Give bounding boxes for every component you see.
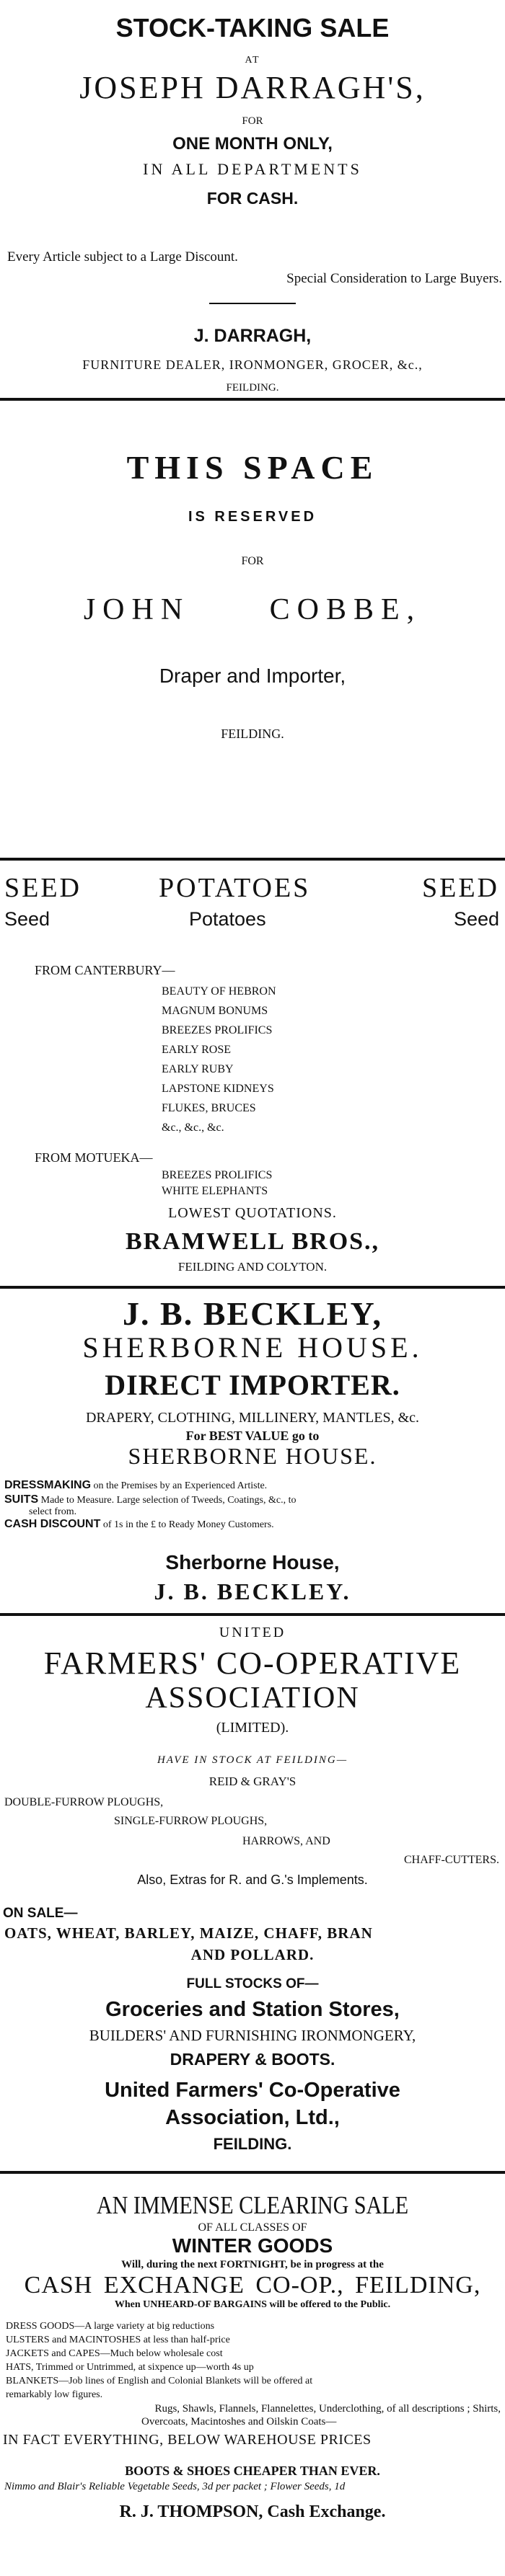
potatoes-head: POTATOES	[159, 873, 311, 903]
best-value-line: For BEST VALUE go to	[185, 1429, 320, 1443]
rugs-line-2: Overcoats, Macintoshes and Oilskin Coats—	[141, 2416, 337, 2428]
sale-items-list	[6, 2319, 504, 2402]
darragh-name: JOSEPH DARRAGH'S,	[79, 70, 426, 105]
column-rule	[0, 2171, 505, 2174]
dressmaking-line	[4, 1479, 267, 1492]
variety-item: BREEZES PROLIFICS	[162, 1169, 273, 1181]
sale-item: remarkably low figures.	[6, 2389, 103, 2400]
farmers-headline: FARMERS' CO-OPERATIVE	[43, 1645, 462, 1681]
harrows-line: HARROWS, AND	[242, 1835, 330, 1847]
for-label: FOR	[242, 115, 263, 127]
departments-line: IN ALL DEPARTMENTS	[143, 160, 362, 178]
for-label: FOR	[241, 555, 264, 567]
darragh-advert	[0, 0, 505, 425]
dressmaking-label: DRESSMAKING	[4, 1479, 92, 1491]
seed-right: SEED	[422, 873, 499, 903]
column-rule	[0, 398, 505, 401]
stock-taking-headline: STOCK-TAKING SALE	[115, 13, 390, 43]
discount-line: Every Article subject to a Large Discount.	[7, 249, 238, 265]
suits-text: Made to Measure. Large selection of Tweeds, Coatings, &c., to	[38, 1495, 297, 1506]
extras-line: Also, Extras for R. and G.'s Implements.	[137, 1873, 368, 1887]
cash-discount-label: CASH DISCOUNT	[4, 1518, 101, 1530]
variety-item: LAPSTONE KIDNEYS	[162, 1083, 274, 1095]
sale-item: HATS, Trimmed or Untrimmed, at sixpence up—worth 4s up	[6, 2362, 254, 2373]
beckley-sig-name: J. B. BECKLEY.	[154, 1578, 351, 1604]
variety-item: BEAUTY OF HEBRON	[162, 985, 276, 998]
goods-line: DRAPERY, CLOTHING, MILLINERY, MANTLES, &c.	[85, 1410, 420, 1426]
potatoes-sub: Potatoes	[189, 908, 266, 930]
town-line: FEILDING.	[221, 727, 284, 741]
cash-discount-text: of 1s in the £ to Ready Money Customers.	[100, 1519, 274, 1530]
seed-sub-left: Seed	[4, 908, 50, 930]
column-rule	[0, 1613, 505, 1616]
sale-item: DRESS GOODS—A large variety at big reductions	[6, 2321, 215, 2332]
limited-label: (LIMITED).	[216, 1720, 289, 1736]
single-furrow-line: SINGLE-FURROW PLOUGHS,	[114, 1815, 268, 1827]
thompson-signature: R. J. THOMPSON, Cash Exchange.	[119, 2502, 386, 2521]
cobbe-name: JOHN COBBE,	[83, 593, 422, 626]
variety-item: &c., &c., &c.	[162, 1122, 224, 1134]
cash-exchange-advert	[0, 2175, 505, 2576]
from-canterbury: FROM CANTERBURY—	[35, 963, 175, 977]
reid-gray-line: REID & GRAY'S	[208, 1775, 297, 1788]
town-line: FEILDING.	[226, 382, 279, 394]
grains-line: OATS, WHEAT, BARLEY, MAIZE, CHAFF, BRAN	[4, 1924, 373, 1942]
sherborne-house-2: SHERBORNE HOUSE.	[128, 1443, 377, 1469]
suits-line	[4, 1493, 296, 1506]
variety-item: WHITE ELEPHANTS	[162, 1185, 268, 1197]
during-line: Will, during the next FORTNIGHT, be in progress at the	[121, 2259, 384, 2270]
farmers-sig-2: Association, Ltd.,	[165, 2106, 340, 2129]
association-headline: ASSOCIATION	[145, 1682, 360, 1715]
suits-label: SUITS	[4, 1493, 39, 1506]
this-space-line: THIS SPACE	[126, 449, 379, 486]
motueka-varieties	[162, 1168, 272, 1199]
chaff-cutters-line: CHAFF-CUTTERS.	[403, 1854, 499, 1866]
beckley-sig-house: Sherborne House,	[165, 1551, 340, 1573]
boots-shoes-line: BOOTS & SHOES CHEAPER THAN EVER.	[125, 2464, 380, 2478]
trades-line: FURNITURE DEALER, IRONMONGER, GROCER, &c.,	[82, 357, 423, 372]
everything-line: IN FACT EVERYTHING, BELOW WAREHOUSE PRICES	[3, 2432, 372, 2448]
darragh-signature: J. DARRAGH,	[193, 326, 312, 346]
bramwell-advert	[0, 862, 505, 1280]
seed-left: SEED	[4, 873, 82, 903]
unheard-line: When UNHEARD-OF BARGAINS will be offered to the Public.	[114, 2299, 391, 2310]
sale-item: JACKETS and CAPES—Much below wholesale cost	[6, 2348, 223, 2359]
column-rule	[0, 858, 505, 861]
sherborne-house: SHERBORNE HOUSE.	[82, 1331, 423, 1364]
cash-exchange-name: CASH EXCHANGE CO-OP., FEILDING,	[24, 2272, 481, 2299]
sale-item: BLANKETS—Job lines of English and Colonial Blankets will be offered at	[6, 2376, 313, 2386]
in-stock-line: HAVE IN STOCK AT FEILDING—	[157, 1754, 348, 1766]
bramwell-signature: BRAMWELL BROS.,	[125, 1228, 380, 1255]
quotations-line: LOWEST QUOTATIONS.	[168, 1205, 337, 1221]
cash-discount-line	[4, 1518, 274, 1531]
variety-item: FLUKES, BRUCES	[162, 1102, 256, 1114]
variety-item: MAGNUM BONUMS	[162, 1005, 268, 1017]
sale-item: ULSTERS and MACINTOSHES at less than half-price	[6, 2335, 230, 2345]
seed-sub-right: Seed	[453, 908, 499, 930]
reserved-line: IS RESERVED	[188, 509, 317, 525]
divider	[209, 303, 296, 304]
trade-line: Draper and Importer,	[159, 665, 346, 687]
drapery-boots-line: DRAPERY & BOOTS.	[170, 2050, 335, 2069]
special-consideration-line: Special Consideration to Large Buyers.	[286, 271, 502, 286]
farmers-coop-advert	[0, 1619, 505, 2152]
at-label: AT	[245, 55, 260, 66]
select-line: select from.	[29, 1506, 77, 1517]
variety-item: EARLY ROSE	[162, 1044, 232, 1056]
column-rule	[0, 1286, 505, 1289]
pollard-line: AND POLLARD.	[190, 1946, 315, 1963]
of-all-classes: OF ALL CLASSES OF	[198, 2221, 307, 2234]
canterbury-varieties	[162, 982, 276, 1137]
dressmaking-text: on the Premises by an Experienced Artiste.	[91, 1480, 268, 1491]
variety-item: BREEZES PROLIFICS	[162, 1024, 273, 1036]
farmers-sig-1: United Farmers' Co-Operative	[105, 2079, 400, 2102]
builders-line: BUILDERS' AND FURNISHING IRONMONGERY,	[89, 2027, 416, 2044]
from-motueka: FROM MOTUEKA—	[35, 1150, 153, 1165]
full-stocks-line: FULL STOCKS OF—	[186, 1976, 319, 1991]
terms-line: FOR CASH.	[206, 189, 299, 208]
clearing-sale-headline: AN IMMENSE CLEARING SALE	[96, 2191, 409, 2219]
beckley-name: J. B. BECKLEY,	[123, 1295, 382, 1332]
united-label: UNITED	[219, 1625, 286, 1640]
towns-line: FEILDING AND COLYTON.	[177, 1260, 328, 1274]
direct-importer: DIRECT IMPORTER.	[105, 1369, 400, 1401]
winter-goods: WINTER GOODS	[172, 2234, 333, 2257]
farmers-sig-3: FEILDING.	[213, 2135, 292, 2152]
duration-line: ONE MONTH ONLY,	[172, 134, 333, 154]
double-furrow-line: DOUBLE-FURROW PLOUGHS,	[4, 1796, 164, 1808]
nimmo-blair-line: Nimmo and Blair's Reliable Vegetable Seeds, 3d per packet ; Flower Seeds, 1d	[4, 2481, 346, 2492]
on-sale-label: ON SALE—	[3, 1906, 78, 1921]
variety-item: EARLY RUBY	[162, 1063, 234, 1075]
rugs-line-1: Rugs, Shawls, Flannels, Flannelettes, Underclothing, of all descriptions ; Shirts,	[154, 2403, 501, 2415]
beckley-advert	[0, 1290, 505, 1629]
groceries-line: Groceries and Station Stores,	[105, 1998, 400, 2021]
cobbe-advert	[0, 404, 505, 858]
